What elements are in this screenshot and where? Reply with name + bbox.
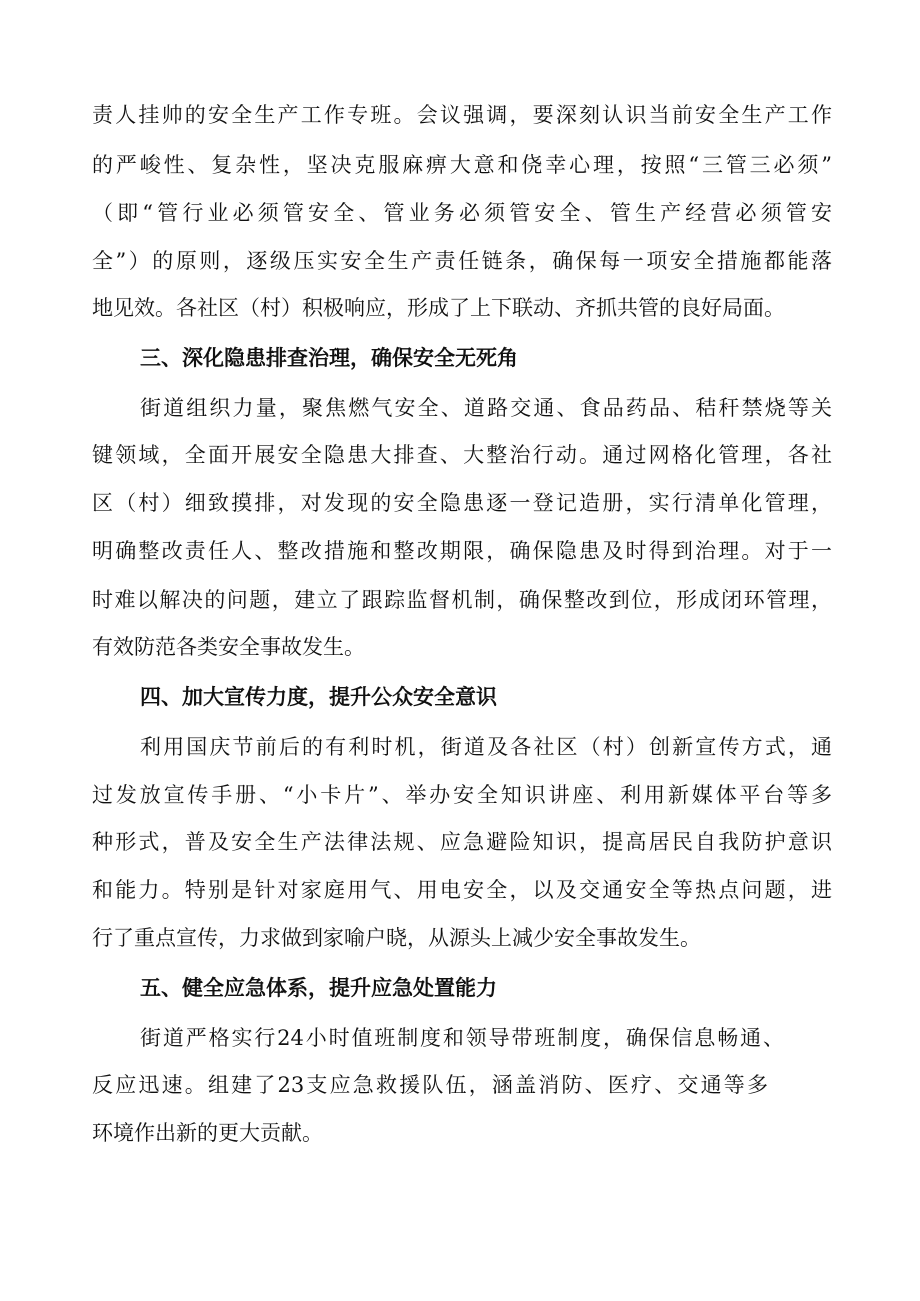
paragraph-line: 环境作出新的更大贡献。: [92, 1121, 323, 1145]
paragraph-line: 反应迅速。组建了23支应急救援队伍，涵盖消防、医疗、交通等多: [92, 1073, 768, 1097]
paragraph-line: 全”）的原则，逐级压实安全生产责任链条，确保每一项安全措施都能落: [92, 249, 832, 273]
paragraph-line: 种形式，普及安全生产法律法规、应急避险知识，提高居民自我防护意识: [92, 830, 832, 854]
paragraph-line: 区（村）细致摸排，对发现的安全隐患逐一登记造册，实行清单化管理，: [92, 491, 832, 515]
paragraph-line: 和能力。特别是针对家庭用气、用电安全，以及交通安全等热点问题，进: [92, 878, 832, 902]
section-heading-3: 三、深化隐患排查治理，确保安全无死角: [140, 346, 518, 370]
paragraph-line: （即“管行业必须管安全、管业务必须管安全、管生产经营必须管安: [92, 201, 832, 225]
paragraph-line: 过发放宣传手册、“小卡片”、举办安全知识讲座、利用新媒体平台等多: [92, 783, 832, 807]
paragraph-line: 责人挂帅的安全生产工作专班。会议强调，要深刻认识当前安全生产工作: [92, 103, 832, 127]
paragraph-line: 行了重点宣传，力求做到家喻户晓，从源头上减少安全事故发生。: [92, 926, 701, 950]
paragraph-line: 明确整改责任人、整改措施和整改期限，确保隐患及时得到治理。对于一: [92, 539, 832, 563]
paragraph-line: 地见效。各社区（村）积极响应，形成了上下联动、齐抓共管的良好局面。: [92, 296, 785, 320]
paragraph-line: 利用国庆节前后的有利时机，街道及各社区（村）创新宣传方式，通: [140, 735, 832, 759]
section-heading-4: 四、加大宣传力度，提升公众安全意识: [140, 685, 497, 709]
paragraph-line: 键领域，全面开展安全隐患大排查、大整治行动。通过网格化管理，各社: [92, 443, 832, 467]
paragraph-line: 时难以解决的问题，建立了跟踪监督机制，确保整改到位，形成闭环管理，: [92, 588, 832, 612]
paragraph-line: 街道严格实行24小时值班制度和领导带班制度，确保信息畅通、: [140, 1026, 784, 1050]
section-heading-5: 五、健全应急体系，提升应急处置能力: [140, 976, 497, 1000]
paragraph-line: 街道组织力量，聚焦燃气安全、道路交通、食品药品、秸秆禁烧等关: [140, 396, 832, 420]
paragraph-line: 的严峻性、复杂性，坚决克服麻痹大意和侥幸心理，按照“三管三必须”: [92, 153, 832, 177]
paragraph-line: 有效防范各类安全事故发生。: [92, 635, 365, 659]
